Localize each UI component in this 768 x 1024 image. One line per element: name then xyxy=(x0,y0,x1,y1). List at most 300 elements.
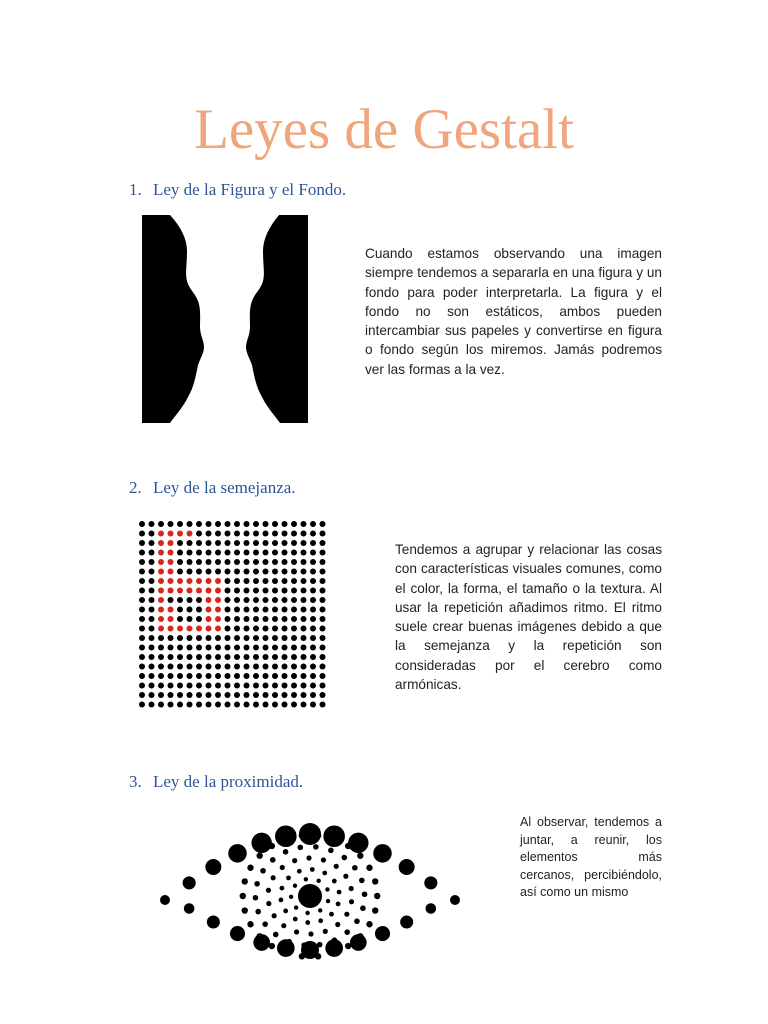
grid-dot xyxy=(291,635,297,641)
eye-dot xyxy=(266,888,271,893)
grid-dot xyxy=(168,569,174,575)
eye-dot xyxy=(325,887,329,891)
grid-dot xyxy=(187,607,193,613)
grid-dot xyxy=(149,673,155,679)
grid-dot xyxy=(253,559,259,565)
grid-dot xyxy=(158,521,164,527)
grid-dot xyxy=(215,607,221,613)
grid-dot xyxy=(196,597,202,603)
grid-dot xyxy=(291,626,297,632)
grid-dot xyxy=(225,664,231,670)
grid-dot xyxy=(291,540,297,546)
grid-dot xyxy=(234,578,240,584)
grid-dot xyxy=(206,664,212,670)
eye-dot xyxy=(399,859,415,875)
eye-dot xyxy=(242,907,248,913)
eye-dot xyxy=(230,926,245,941)
grid-dot xyxy=(282,692,288,698)
grid-dot xyxy=(263,521,269,527)
grid-dot xyxy=(310,588,316,594)
grid-dot xyxy=(206,702,212,708)
grid-dot xyxy=(234,654,240,660)
eye-dot xyxy=(329,912,334,917)
eye-dot xyxy=(349,899,354,904)
grid-dot xyxy=(282,664,288,670)
grid-dot xyxy=(301,588,307,594)
grid-dot xyxy=(149,616,155,622)
grid-dot xyxy=(282,635,288,641)
grid-dot xyxy=(244,559,250,565)
grid-dot xyxy=(234,607,240,613)
grid-dot xyxy=(206,569,212,575)
grid-dot xyxy=(225,635,231,641)
grid-dot xyxy=(215,597,221,603)
grid-dot xyxy=(234,521,240,527)
grid-dot xyxy=(272,521,278,527)
grid-dot xyxy=(139,626,145,632)
grid-dot xyxy=(291,673,297,679)
eye-dot xyxy=(372,907,378,913)
grid-dot xyxy=(291,597,297,603)
eye-dot xyxy=(344,912,349,917)
grid-dot xyxy=(215,559,221,565)
grid-dot xyxy=(225,607,231,613)
grid-dot xyxy=(301,702,307,708)
eye-dot xyxy=(308,931,313,936)
grid-dot xyxy=(244,673,250,679)
grid-dot xyxy=(177,683,183,689)
grid-dot xyxy=(139,569,145,575)
grid-dot xyxy=(282,597,288,603)
grid-dot xyxy=(225,540,231,546)
grid-dot xyxy=(234,635,240,641)
grid-dot xyxy=(158,578,164,584)
grid-dot xyxy=(291,569,297,575)
eye-dot xyxy=(205,859,221,875)
grid-dot xyxy=(196,531,202,537)
grid-dot xyxy=(206,559,212,565)
grid-dot xyxy=(320,635,326,641)
grid-dot xyxy=(244,626,250,632)
grid-dot xyxy=(320,550,326,556)
grid-dot xyxy=(272,654,278,660)
grid-dot xyxy=(234,569,240,575)
eye-dot xyxy=(251,833,271,853)
grid-dot xyxy=(196,626,202,632)
grid-dot xyxy=(206,673,212,679)
grid-dot xyxy=(310,559,316,565)
grid-dot xyxy=(187,673,193,679)
grid-dot xyxy=(149,550,155,556)
grid-dot xyxy=(149,664,155,670)
grid-dot xyxy=(291,521,297,527)
grid-dot xyxy=(320,569,326,575)
grid-dot xyxy=(177,588,183,594)
grid-dot xyxy=(272,550,278,556)
grid-dot xyxy=(206,654,212,660)
grid-dot xyxy=(139,654,145,660)
grid-dot xyxy=(272,531,278,537)
grid-dot xyxy=(253,597,259,603)
grid-dot xyxy=(139,521,145,527)
grid-dot xyxy=(215,550,221,556)
grid-dot xyxy=(215,692,221,698)
grid-dot xyxy=(272,683,278,689)
eye-dot xyxy=(341,855,347,861)
section-1-text: Cuando estamos observando una imagen siempre tendemos a separarla en una figura y un fondo para poder interpretarla. La figura y el fondo no son estáticos, ambos pueden intercambiar sus papeles y convertirse en figura o fondo según los miremos. Jamás podremos ver las formas a la vez. xyxy=(365,246,662,377)
grid-dot xyxy=(301,521,307,527)
grid-dot xyxy=(139,635,145,641)
eye-dot xyxy=(298,884,322,908)
grid-dot xyxy=(168,645,174,651)
grid-dot xyxy=(320,702,326,708)
dot-grid-similarity-icon xyxy=(136,518,332,714)
eye-dot xyxy=(315,953,321,959)
grid-dot xyxy=(301,597,307,603)
grid-dot xyxy=(263,645,269,651)
grid-dot xyxy=(320,692,326,698)
grid-dot xyxy=(206,540,212,546)
grid-dot xyxy=(310,673,316,679)
grid-dot xyxy=(310,645,316,651)
grid-dot xyxy=(177,654,183,660)
grid-dot xyxy=(244,588,250,594)
eye-dot xyxy=(306,855,311,860)
grid-dot xyxy=(206,683,212,689)
grid-dot xyxy=(187,635,193,641)
grid-dot xyxy=(196,683,202,689)
grid-dot xyxy=(272,692,278,698)
eye-dot xyxy=(400,916,413,929)
grid-dot xyxy=(187,578,193,584)
eye-dot xyxy=(366,865,372,871)
grid-dot xyxy=(310,702,316,708)
grid-dot xyxy=(234,626,240,632)
grid-dot xyxy=(149,692,155,698)
eye-dot xyxy=(207,916,220,929)
grid-dot xyxy=(139,692,145,698)
grid-dot xyxy=(272,559,278,565)
grid-dot xyxy=(196,569,202,575)
grid-dot xyxy=(310,531,316,537)
grid-dot xyxy=(149,578,155,584)
eye-dot xyxy=(240,893,246,899)
grid-dot xyxy=(158,692,164,698)
grid-dot xyxy=(320,654,326,660)
grid-dot xyxy=(158,559,164,565)
eye-dot xyxy=(266,901,271,906)
eye-dot xyxy=(337,890,342,895)
grid-dot xyxy=(158,597,164,603)
grid-dot xyxy=(272,616,278,622)
grid-dot xyxy=(291,616,297,622)
grid-dot xyxy=(291,550,297,556)
grid-dot xyxy=(215,540,221,546)
grid-dot xyxy=(263,607,269,613)
grid-dot xyxy=(206,692,212,698)
grid-dot xyxy=(253,540,259,546)
grid-dot xyxy=(244,540,250,546)
grid-dot xyxy=(234,616,240,622)
grid-dot xyxy=(225,626,231,632)
section-3-title: Ley de la proximidad. xyxy=(153,772,304,791)
grid-dot xyxy=(177,531,183,537)
eye-dot xyxy=(271,875,276,880)
grid-dot xyxy=(225,673,231,679)
grid-dot xyxy=(215,635,221,641)
section-2-number: 2. xyxy=(129,478,142,497)
grid-dot xyxy=(301,635,307,641)
grid-dot xyxy=(168,626,174,632)
grid-dot xyxy=(282,550,288,556)
grid-dot xyxy=(234,588,240,594)
grid-dot xyxy=(215,683,221,689)
grid-dot xyxy=(272,664,278,670)
eye-dot xyxy=(328,848,334,854)
grid-dot xyxy=(158,654,164,660)
grid-dot xyxy=(158,607,164,613)
eye-dot xyxy=(292,858,297,863)
grid-dot xyxy=(196,673,202,679)
grid-dot xyxy=(320,626,326,632)
grid-dot xyxy=(168,531,174,537)
grid-dot xyxy=(206,531,212,537)
grid-dot xyxy=(320,597,326,603)
grid-dot xyxy=(225,588,231,594)
grid-dot xyxy=(177,550,183,556)
grid-dot xyxy=(282,654,288,660)
grid-dot xyxy=(253,531,259,537)
grid-dot xyxy=(310,692,316,698)
grid-dot xyxy=(234,645,240,651)
grid-dot xyxy=(253,626,259,632)
grid-dot xyxy=(244,645,250,651)
grid-dot xyxy=(253,569,259,575)
eye-dot xyxy=(335,922,340,927)
grid-dot xyxy=(282,673,288,679)
eye-dot xyxy=(315,832,321,838)
grid-dot xyxy=(234,540,240,546)
grid-dot xyxy=(168,692,174,698)
eye-dot xyxy=(426,903,437,914)
grid-dot xyxy=(320,645,326,651)
grid-dot xyxy=(187,692,193,698)
grid-dot xyxy=(263,702,269,708)
grid-dot xyxy=(168,616,174,622)
grid-dot xyxy=(206,588,212,594)
grid-dot xyxy=(244,616,250,622)
grid-dot xyxy=(263,550,269,556)
eye-dot xyxy=(372,878,378,884)
grid-dot xyxy=(168,540,174,546)
grid-dot xyxy=(320,616,326,622)
eye-dot xyxy=(318,908,322,912)
grid-dot xyxy=(139,673,145,679)
eye-dot xyxy=(323,929,328,934)
grid-dot xyxy=(177,673,183,679)
grid-dot xyxy=(320,559,326,565)
grid-dot xyxy=(310,664,316,670)
eye-dot xyxy=(352,865,358,871)
grid-dot xyxy=(263,626,269,632)
grid-dot xyxy=(301,673,307,679)
grid-dot xyxy=(215,616,221,622)
grid-dot xyxy=(139,540,145,546)
grid-dot xyxy=(253,578,259,584)
grid-dot xyxy=(244,597,250,603)
grid-dot xyxy=(244,664,250,670)
grid-dot xyxy=(139,616,145,622)
grid-dot xyxy=(310,569,316,575)
eye-dot xyxy=(450,895,460,905)
grid-dot xyxy=(196,578,202,584)
grid-dot xyxy=(177,664,183,670)
grid-dot xyxy=(244,578,250,584)
grid-dot xyxy=(234,692,240,698)
grid-dot xyxy=(168,654,174,660)
grid-dot xyxy=(272,645,278,651)
grid-dot xyxy=(196,635,202,641)
grid-dot xyxy=(244,702,250,708)
grid-dot xyxy=(149,531,155,537)
grid-dot xyxy=(234,664,240,670)
grid-dot xyxy=(139,607,145,613)
grid-dot xyxy=(320,578,326,584)
grid-dot xyxy=(244,654,250,660)
grid-dot xyxy=(196,607,202,613)
grid-dot xyxy=(158,683,164,689)
grid-dot xyxy=(282,559,288,565)
grid-dot xyxy=(301,607,307,613)
grid-dot xyxy=(149,569,155,575)
grid-dot xyxy=(158,673,164,679)
grid-dot xyxy=(253,645,259,651)
grid-dot xyxy=(158,569,164,575)
grid-dot xyxy=(272,635,278,641)
grid-dot xyxy=(301,540,307,546)
grid-dot xyxy=(168,550,174,556)
grid-dot xyxy=(272,626,278,632)
grid-dot xyxy=(310,607,316,613)
grid-dot xyxy=(291,578,297,584)
grid-dot xyxy=(282,531,288,537)
grid-dot xyxy=(215,569,221,575)
grid-dot xyxy=(196,616,202,622)
grid-dot xyxy=(149,626,155,632)
section-3-heading xyxy=(129,772,303,792)
eye-dot xyxy=(366,921,372,927)
eye-dot xyxy=(242,878,248,884)
grid-dot xyxy=(253,654,259,660)
eye-dot xyxy=(247,865,253,871)
grid-dot xyxy=(310,521,316,527)
eye-dot xyxy=(299,953,305,959)
grid-dot xyxy=(206,626,212,632)
grid-dot xyxy=(139,702,145,708)
eye-dot xyxy=(317,942,323,948)
eye-dot xyxy=(331,836,337,842)
grid-dot xyxy=(206,645,212,651)
grid-dot xyxy=(253,702,259,708)
grid-dot xyxy=(177,540,183,546)
grid-dot xyxy=(253,635,259,641)
eye-dot xyxy=(257,852,263,858)
grid-dot xyxy=(206,550,212,556)
grid-dot xyxy=(301,664,307,670)
grid-dot xyxy=(177,616,183,622)
grid-dot xyxy=(291,645,297,651)
grid-dot xyxy=(244,521,250,527)
grid-dot xyxy=(301,616,307,622)
grid-dot xyxy=(253,664,259,670)
eye-dot xyxy=(280,865,285,870)
grid-dot xyxy=(291,654,297,660)
eye-dot xyxy=(286,939,292,945)
grid-dot xyxy=(225,578,231,584)
grid-dot xyxy=(187,597,193,603)
grid-dot xyxy=(272,569,278,575)
eye-dot xyxy=(345,943,351,949)
eye-dot xyxy=(247,921,253,927)
eye-dot xyxy=(255,909,261,915)
grid-dot xyxy=(177,597,183,603)
grid-dot xyxy=(168,578,174,584)
grid-dot xyxy=(168,521,174,527)
section-3-number: 3. xyxy=(129,772,142,791)
eye-dot xyxy=(260,868,266,874)
grid-dot xyxy=(263,559,269,565)
eye-dot xyxy=(360,905,366,911)
eye-dot xyxy=(289,895,293,899)
grid-dot xyxy=(272,673,278,679)
grid-dot xyxy=(310,550,316,556)
grid-dot xyxy=(225,559,231,565)
section-1-heading xyxy=(129,180,346,200)
grid-dot xyxy=(291,702,297,708)
grid-dot xyxy=(168,635,174,641)
grid-dot xyxy=(253,607,259,613)
grid-dot xyxy=(263,578,269,584)
grid-dot xyxy=(177,559,183,565)
grid-dot xyxy=(177,521,183,527)
grid-dot xyxy=(282,569,288,575)
grid-dot xyxy=(196,664,202,670)
grid-dot xyxy=(196,702,202,708)
eye-dot xyxy=(283,950,289,956)
grid-dot xyxy=(225,692,231,698)
grid-dot xyxy=(196,692,202,698)
eye-dot xyxy=(348,833,368,853)
rubin-vase-faces-icon xyxy=(142,215,308,423)
grid-dot xyxy=(158,588,164,594)
grid-dot xyxy=(158,664,164,670)
section-2-heading xyxy=(129,478,296,498)
eye-dot xyxy=(318,918,323,923)
grid-dot xyxy=(215,654,221,660)
grid-dot xyxy=(168,597,174,603)
grid-dot xyxy=(263,616,269,622)
grid-dot xyxy=(225,702,231,708)
section-2-text: Tendemos a agrupar y relacionar las cosas con características visuales comunes, como el color, la forma, el tamaño o la textura. Al usar la repetición añadimos ritmo. El ritmo suele crear buenas imágenes debido a que la semejanza y la repetición son consideradas por el cerebro como armónicas. xyxy=(395,542,662,693)
eye-dot xyxy=(299,832,305,838)
eye-dot xyxy=(326,899,330,903)
grid-dot xyxy=(253,692,259,698)
eye-dot xyxy=(310,867,315,872)
grid-dot xyxy=(215,531,221,537)
eye-dot xyxy=(272,913,277,918)
grid-dot xyxy=(263,597,269,603)
grid-dot xyxy=(177,607,183,613)
